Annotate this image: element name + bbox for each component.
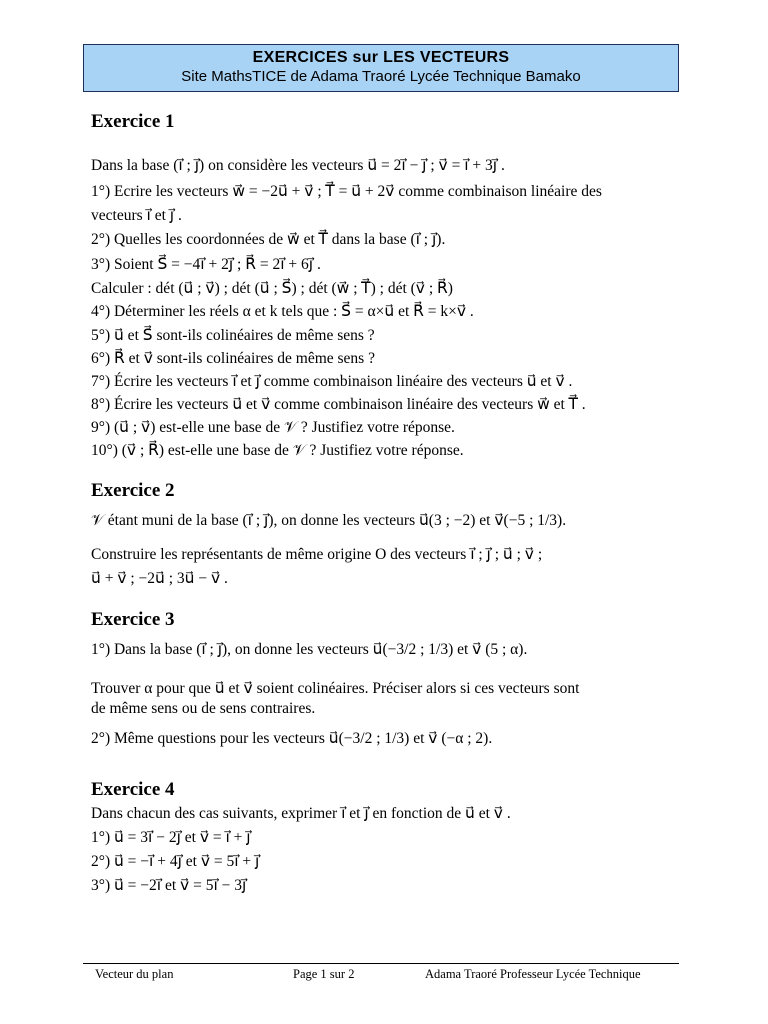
exercise-1-line: vecteurs i⃗ et j⃗ . <box>91 207 182 224</box>
footer-right: Adama Traoré Professeur Lycée Technique <box>425 967 641 981</box>
exercise-1-line: 1°) Ecrire les vecteurs w⃗ = −2u⃗ + v⃗ ; T⃗ = u⃗ + 2v⃗ comme combinaison linéaire des <box>91 183 602 200</box>
exercise-2-line: 𝒱 étant muni de la base (i⃗ ; j⃗), on donne les vecteurs u⃗(3 ; −2) et v⃗(−5 ; 1/3). <box>91 512 567 529</box>
exercise-1-title: Exercice 1 <box>91 111 175 132</box>
exercise-1-line: 3°) Soient S⃗ = −4i⃗ + 2j⃗ ; R⃗ = 2i⃗ + 6j⃗ . <box>91 256 321 273</box>
document-header <box>83 44 679 92</box>
exercise-4-line: 2°) u⃗ = −i⃗ + 4j⃗ et v⃗ = 5i⃗ + j⃗ <box>91 853 260 870</box>
exercise-1-line: 10°) (v⃗ ; R⃗) est-elle une base de 𝒱 ? Justifiez votre réponse. <box>91 442 464 459</box>
exercise-1-line: 4°) Déterminer les réels α et k tels que : S⃗ = α×u⃗ et R⃗ = k×v⃗ . <box>91 303 474 320</box>
exercise-1-line: 8°) Écrire les vecteurs u⃗ et v⃗ comme combinaison linéaire des vecteurs w⃗ et T⃗ . <box>91 396 586 413</box>
exercise-2-title: Exercice 2 <box>91 480 175 501</box>
exercise-4-line: Dans chacun des cas suivants, exprimer i⃗ et j⃗ en fonction de u⃗ et v⃗ . <box>91 805 511 822</box>
exercise-3-line: 1°) Dans la base (i⃗ ; j⃗), on donne les vecteurs u⃗(−3/2 ; 1/3) et v⃗ (5 ; α). <box>91 641 528 658</box>
header-title: EXERCICES sur LES VECTEURS <box>252 49 510 66</box>
exercise-1-line: 6°) R⃗ et v⃗ sont-ils colinéaires de même sens ? <box>91 350 375 367</box>
exercise-1-line: 5°) u⃗ et S⃗ sont-ils colinéaires de même sens ? <box>91 327 375 344</box>
footer-divider <box>83 963 679 964</box>
exercise-3-line: Trouver α pour que u⃗ et v⃗ soient colinéaires. Préciser alors si ces vecteurs sont <box>91 680 580 697</box>
exercise-4-line: 3°) u⃗ = −2i⃗ et v⃗ = 5i⃗ − 3j⃗ <box>91 877 247 894</box>
footer-left: Vecteur du plan <box>95 967 174 981</box>
exercise-4-line: 1°) u⃗ = 3i⃗ − 2j⃗ et v⃗ = i⃗ + j⃗ <box>91 829 251 846</box>
exercise-1-line: Calculer : dét (u⃗ ; v⃗) ; dét (u⃗ ; S⃗) ; dét (w⃗ ; T⃗) ; dét (v⃗ ; R⃗) <box>91 280 453 297</box>
header-subtitle: Site MathsTICE de Adama Traoré Lycée Technique Bamako <box>181 68 581 85</box>
exercise-2-line: u⃗ + v⃗ ; −2u⃗ ; 3u⃗ − v⃗ . <box>91 570 228 587</box>
exercise-1-line: 7°) Écrire les vecteurs i⃗ et j⃗ comme combinaison linéaire des vecteurs u⃗ et v⃗ . <box>91 373 573 390</box>
exercise-1-line: 9°) (u⃗ ; v⃗) est-elle une base de 𝒱 ? Justifiez votre réponse. <box>91 419 455 436</box>
exercise-1-line: Dans la base (i⃗ ; j⃗) on considère les vecteurs u⃗ = 2i⃗ − j⃗ ; v⃗ = i⃗ + 3j⃗ . <box>91 157 505 174</box>
exercise-3-line: de même sens ou de sens contraires. <box>91 700 316 717</box>
exercise-4-title: Exercice 4 <box>91 779 175 800</box>
exercise-3-title: Exercice 3 <box>91 609 175 630</box>
exercise-3-line: 2°) Même questions pour les vecteurs u⃗(−3/2 ; 1/3) et v⃗ (−α ; 2). <box>91 730 493 747</box>
exercise-2-line: Construire les représentants de même origine O des vecteurs i⃗ ; j⃗ ; u⃗ ; v⃗ ; <box>91 546 543 563</box>
exercise-1-line: 2°) Quelles les coordonnées de w⃗ et T⃗ dans la base (i⃗ ; j⃗). <box>91 231 446 248</box>
footer-page-number: Page 1 sur 2 <box>293 967 355 981</box>
